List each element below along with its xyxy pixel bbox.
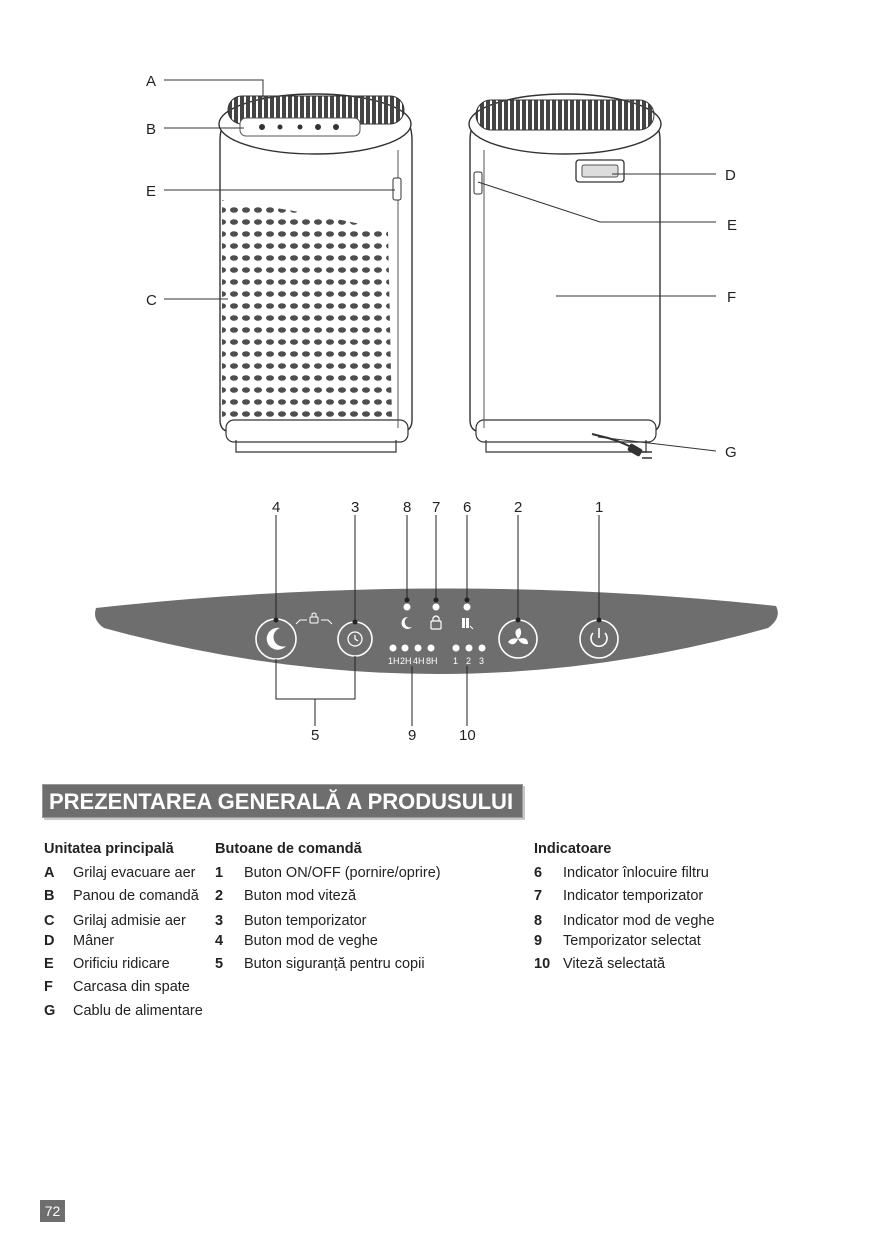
callout-1: 1	[595, 499, 604, 516]
list-item: 1 Buton ON/OFF (pornire/oprire)	[215, 865, 441, 881]
speed-label-1: 1	[453, 656, 459, 666]
rear-unit	[469, 94, 661, 458]
list-item: G Cablu de alimentare	[44, 1002, 203, 1019]
list-item: 8 Indicator mod de veghe	[534, 912, 715, 929]
callout-c: C	[146, 292, 157, 309]
callout-4: 4	[272, 499, 281, 516]
callout-8: 8	[403, 499, 412, 516]
sleep-indicator-dot	[404, 604, 411, 611]
list-item: E Orificiu ridicare	[44, 955, 170, 972]
list-item: D Mâner	[44, 932, 115, 949]
indicators-heading: Indicatoare	[534, 841, 612, 857]
list-item: 4 Buton mod de veghe	[215, 932, 378, 949]
callout-f: F	[727, 289, 737, 306]
list-item: C Grilaj admisie aer	[44, 912, 186, 929]
buttons-column	[215, 838, 441, 976]
intake-grille	[222, 200, 392, 420]
callout-6: 6	[463, 499, 472, 516]
list-item: 6 Indicator înlocuire filtru	[534, 865, 709, 881]
sleep-button[interactable]	[256, 619, 296, 659]
callout-2: 2	[514, 499, 523, 516]
speed-button[interactable]	[499, 620, 537, 658]
list-item: 3 Buton temporizator	[215, 912, 367, 929]
front-unit	[219, 94, 412, 452]
timer-indicator-dot	[433, 604, 440, 611]
sleep-hint: 3" ↓	[260, 665, 274, 674]
buttons-heading: Butoane de comandă	[215, 841, 362, 857]
speed-label-3: 3	[479, 656, 485, 666]
list-item: 5 Buton siguranță pentru copii	[215, 955, 425, 972]
speed-label-2: 2	[466, 656, 472, 666]
filter-indicator-dot	[464, 604, 471, 611]
timer-label-8h: 8H	[426, 656, 438, 666]
list-item: F Carcasa din spate	[44, 979, 190, 996]
list-item: 9 Temporizator selectat	[534, 932, 701, 949]
callout-9: 9	[408, 727, 417, 744]
callout-g: G	[725, 444, 737, 461]
main-unit-heading: Unitatea principală	[44, 841, 174, 857]
list-item: 7 Indicator temporizator	[534, 888, 704, 905]
power-button[interactable]	[580, 620, 618, 658]
timer-label-2h: 2H	[400, 656, 412, 666]
callout-e-left: E	[146, 183, 157, 200]
timer-label-4h: 4H	[413, 656, 425, 666]
indicators-column	[534, 838, 715, 976]
list-item: A Grilaj evacuare aer	[44, 865, 196, 881]
filter-hint-icon	[282, 665, 288, 672]
callout-e-right: E	[727, 217, 738, 234]
main-unit-column	[44, 838, 203, 1023]
list-item: 2 Buton mod viteză	[215, 888, 357, 905]
callout-d: D	[725, 167, 736, 184]
list-item: B Panou de comandă	[44, 888, 199, 905]
speed-dots	[453, 645, 486, 652]
lift-hole-front	[393, 178, 401, 200]
callout-5: 5	[311, 727, 320, 744]
callout-3: 3	[351, 499, 360, 516]
timer-button[interactable]	[338, 622, 372, 656]
callout-a: A	[146, 73, 157, 90]
callout-b: B	[146, 121, 157, 138]
control-panel-closeup	[95, 499, 778, 744]
callout-10: 10	[459, 727, 476, 744]
page-number: 72	[40, 1200, 65, 1222]
callout-7: 7	[432, 499, 441, 516]
timer-label-1h: 1H	[388, 656, 400, 666]
section-title: PREZENTAREA GENERALĂ A PRODUSULUI	[42, 784, 523, 818]
list-item: 10 Viteză selectată	[534, 955, 666, 972]
